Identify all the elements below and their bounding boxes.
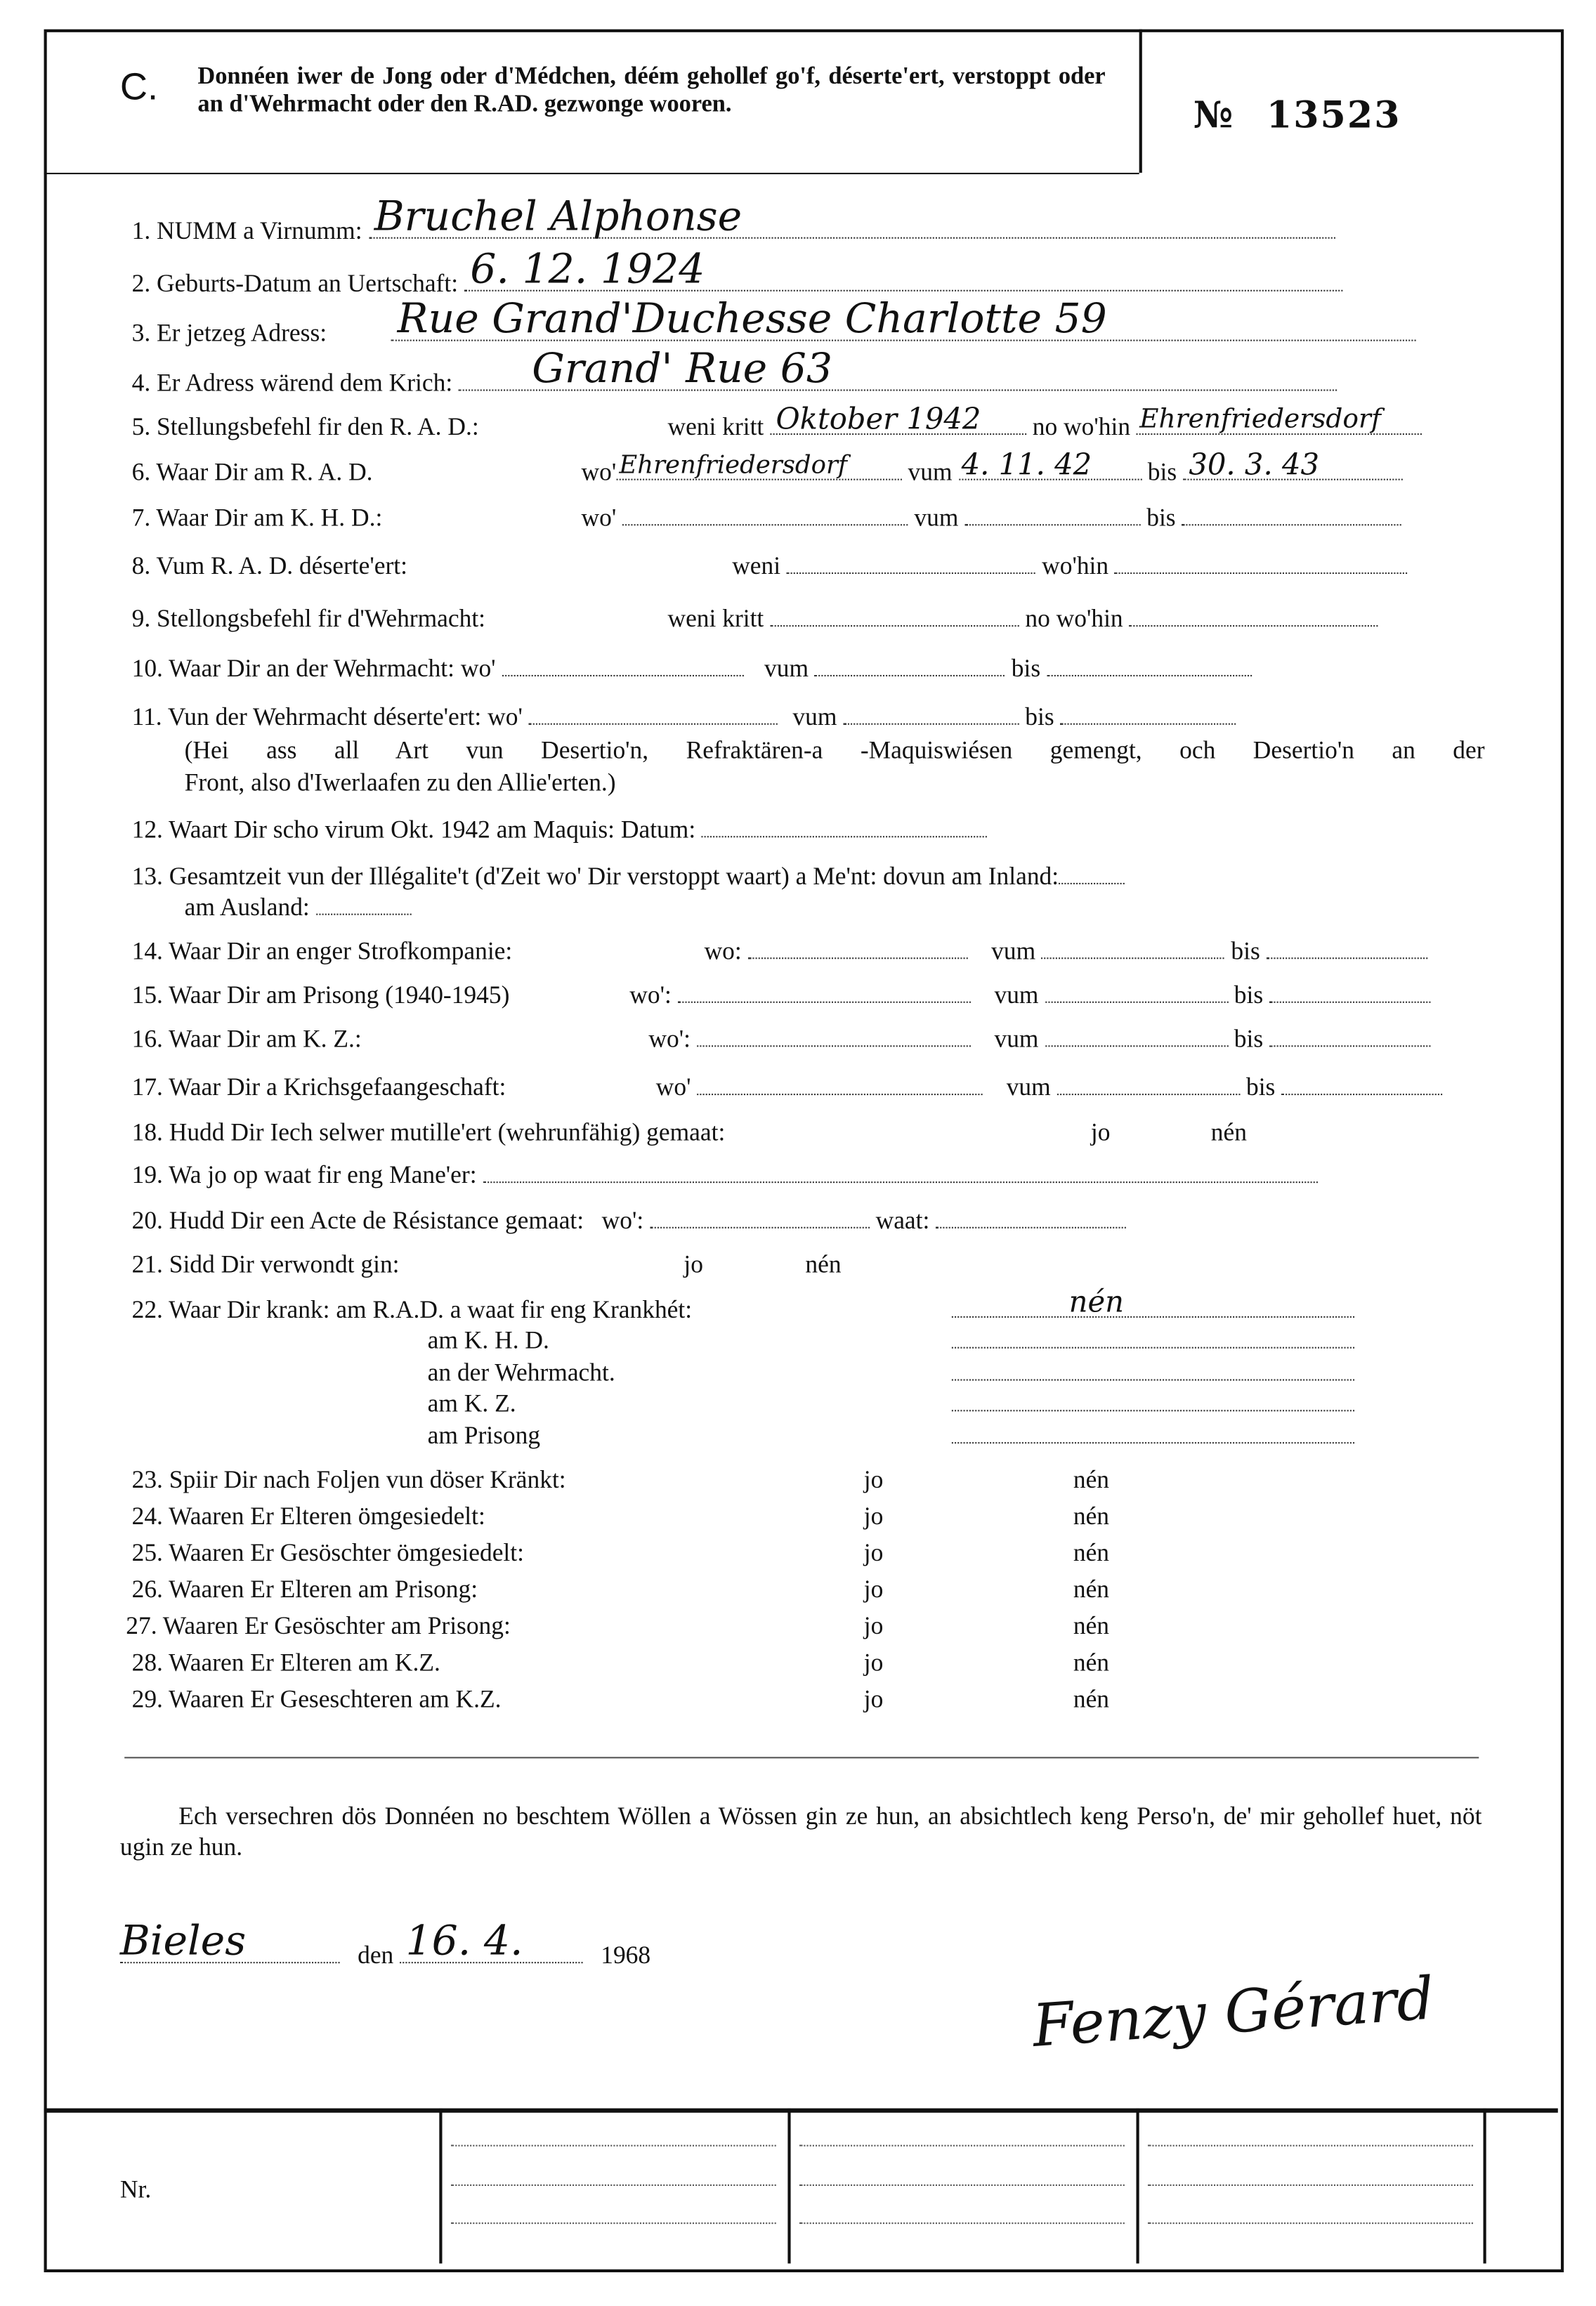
row-num: 5. — [131, 412, 151, 441]
vum-label: vum — [994, 981, 1039, 1009]
birth-field[interactable] — [464, 244, 1343, 293]
row-17-fields — [656, 1073, 1443, 1103]
year-label: 1968 — [601, 1941, 651, 1970]
row-6 — [132, 458, 373, 487]
row-10 — [132, 655, 1252, 684]
row-label: Er jetzeg Adress: — [157, 319, 327, 348]
pow-from-field[interactable] — [1057, 1073, 1241, 1095]
footer-table-top — [44, 2109, 1558, 2113]
row-label: Waar Dir krank: am R.A.D. a waat fir eng Krankhét: — [169, 1295, 693, 1324]
footer-cell[interactable] — [451, 2145, 776, 2147]
row-label: Stellongsbefehl fir d'Wehrmacht: — [157, 604, 486, 633]
ausland-label: am Ausland: — [184, 893, 310, 922]
wehrmacht-dest-field[interactable] — [1130, 605, 1378, 627]
row-num: 24. — [131, 1502, 163, 1531]
number-sign: № — [1193, 93, 1235, 136]
row-num: 21. — [131, 1250, 163, 1278]
row-label: Gesamtzeit vun der Illégalite't (d'Zeit wo' Dir verstoppt waart) a Me'nt: dovun am Inland: — [169, 862, 1059, 891]
nen-option[interactable]: nén — [1073, 1538, 1110, 1567]
wo-label: wo': — [648, 1025, 691, 1053]
row-label: Sidd Dir verwondt gin: — [169, 1250, 400, 1278]
illness-wehrmacht-field[interactable] — [952, 1358, 1354, 1380]
weni-label: weni kritt — [667, 412, 764, 441]
row-13-ausland — [185, 893, 411, 922]
wo-label: wo' — [460, 654, 496, 683]
vum-label: vum — [991, 937, 1036, 965]
wo-label: wo: — [704, 937, 742, 965]
wohin-label: wo'hin — [1042, 551, 1109, 580]
row-label: Wa jo op waat fir eng Mane'er: — [169, 1160, 477, 1189]
footer-cell[interactable] — [451, 2222, 776, 2224]
nen-option[interactable]: nén — [805, 1250, 842, 1278]
inland-field[interactable] — [1059, 863, 1125, 884]
row-label: Waar Dir a Krichsgefaangeschaft: — [169, 1073, 506, 1101]
row-num: 4. — [131, 369, 151, 397]
war-address-field[interactable] — [459, 343, 1337, 393]
row-num: 6. — [131, 458, 151, 487]
footer-cell[interactable] — [451, 2184, 776, 2186]
strof-from-field[interactable] — [1042, 937, 1225, 959]
rad-from-field[interactable] — [958, 446, 1142, 482]
nowohin-label: no wo'hin — [1032, 412, 1131, 441]
illness-prisong-field[interactable] — [952, 1421, 1354, 1443]
row-label: Waaren Er Geseschteren am K.Z. — [169, 1685, 502, 1713]
jo-option[interactable]: jo — [863, 1685, 884, 1713]
row-20 — [132, 1207, 1127, 1236]
pow-to-field[interactable] — [1281, 1073, 1442, 1095]
row-26 — [132, 1575, 478, 1605]
row-29 — [132, 1685, 502, 1715]
footer-cell[interactable] — [1148, 2145, 1473, 2147]
row-label: Waaren Er Elteren am K.Z. — [169, 1649, 440, 1677]
row-label: Hudd Dir Iech selwer mutille'ert (wehrunfähig) gemaat: — [169, 1118, 726, 1147]
wo-label: wo': — [629, 981, 672, 1009]
rad-desert-date-field[interactable] — [787, 552, 1035, 574]
place-date-line — [119, 1916, 651, 1971]
row-num: 8. — [131, 551, 151, 580]
row-label: Waar Dir an enger Strofkompanie: — [169, 937, 513, 965]
prison-place-field[interactable] — [678, 981, 971, 1003]
illness-rad-field[interactable] — [952, 1284, 1354, 1325]
row-11-note: (Hei ass all Art vun Desertio'n, Refraktären-a -Maquiswiésen gemengt, och Desertio'n an der — [184, 736, 1485, 765]
vum-label: vum — [1006, 1073, 1051, 1101]
header-title: Donnéen iwer de Jong oder d'Médchen, déém gehollef go'f, déserte'ert, verstoppt oder an d'Wehrmacht oder den R.AD. gezwonge wooren. — [197, 61, 1106, 117]
maquis-date-field[interactable] — [702, 815, 987, 837]
name-value: Bruchel Alphonse — [374, 192, 743, 240]
row-label: NUMM a Virnumm: — [157, 216, 362, 245]
row-label: Vum R. A. D. déserte'ert: — [156, 551, 407, 580]
wehrmacht-to-field[interactable] — [1047, 655, 1252, 676]
nen-option[interactable]: nén — [1073, 1649, 1110, 1677]
row-num: 18. — [131, 1118, 163, 1147]
row-6-fields — [581, 446, 1403, 487]
jo-option[interactable]: jo — [863, 1465, 884, 1494]
row-num: 13. — [131, 862, 163, 891]
wehrmacht-order-date-field[interactable] — [770, 605, 1019, 627]
date-value: 16. 4. — [405, 1916, 523, 1965]
vum-label: vum — [792, 702, 837, 731]
wehrmacht-from-field[interactable] — [815, 655, 1005, 676]
footer-col-divider — [1136, 2109, 1139, 2264]
waat-label: waat: — [875, 1206, 930, 1235]
section-letter: C. — [119, 64, 159, 109]
row-label: Waaren Er Gesöschter ömgesiedelt: — [169, 1538, 524, 1567]
row-9 — [132, 605, 485, 634]
rad-destination-value: Ehrenfriedersdorf — [1139, 404, 1381, 435]
row-25 — [132, 1539, 524, 1568]
nen-option[interactable]: nén — [1073, 1502, 1110, 1531]
row-label: Waar Dir am K. Z.: — [169, 1025, 362, 1053]
row-23 — [132, 1465, 566, 1495]
bis-label: bis — [1147, 458, 1177, 487]
row-28 — [132, 1649, 440, 1678]
sub-label-kz: am K. Z. — [427, 1389, 516, 1417]
rad-desert-dest-field[interactable] — [1115, 552, 1408, 574]
khd-to-field[interactable] — [1182, 504, 1401, 525]
row-11-note-2: Front, also d'Iwerlaafen zu den Allie'erten.) — [184, 768, 616, 797]
illness-rad-value: nén — [1068, 1284, 1125, 1320]
row-num: 11. — [131, 702, 162, 731]
weni-label: weni kritt — [667, 604, 764, 633]
datum-label: Datum: — [620, 815, 696, 844]
row-17 — [132, 1073, 506, 1103]
rad-order-date-field[interactable] — [770, 401, 1026, 437]
bis-label: bis — [1234, 981, 1264, 1009]
jo-option[interactable]: jo — [863, 1502, 884, 1531]
row-15-fields — [629, 981, 1430, 1011]
illness-kz-field[interactable] — [952, 1389, 1354, 1411]
footer-cell[interactable] — [1148, 2222, 1473, 2224]
row-num: 1. — [131, 216, 151, 245]
row-16-fields — [648, 1025, 1430, 1054]
footer-col-divider — [1483, 2109, 1486, 2264]
strof-to-field[interactable] — [1267, 937, 1427, 959]
row-27 — [126, 1612, 511, 1642]
row-num: 25. — [131, 1538, 163, 1567]
divider — [124, 1757, 1479, 1758]
row-num: 23. — [131, 1465, 163, 1494]
prison-from-field[interactable] — [1045, 981, 1228, 1003]
sub-label-wehrmacht: an der Wehrmacht. — [427, 1358, 615, 1386]
row-9-fields — [667, 605, 1378, 634]
nen-option[interactable]: nén — [1073, 1575, 1110, 1604]
row-num: 15. — [131, 981, 163, 1009]
row-16 — [132, 1025, 362, 1054]
jo-option[interactable]: jo — [863, 1649, 884, 1677]
bis-label: bis — [1146, 504, 1176, 532]
header-divider — [44, 173, 1139, 174]
wo-label: wo' — [488, 702, 523, 731]
rad-order-date-value: Oktober 1942 — [776, 401, 981, 437]
ausland-field[interactable] — [316, 893, 411, 915]
nen-option[interactable]: nén — [1073, 1685, 1110, 1713]
row-11 — [132, 703, 1236, 733]
nen-option[interactable]: nén — [1073, 1465, 1110, 1494]
vum-label: vum — [994, 1025, 1039, 1053]
mutilation-field[interactable] — [483, 1161, 1317, 1183]
row-15 — [132, 981, 510, 1011]
row-18 — [132, 1118, 726, 1148]
date-field[interactable] — [400, 1916, 583, 1965]
strof-place-field[interactable] — [748, 937, 968, 959]
row-label: Geburts-Datum an Uertschaft: — [157, 269, 459, 298]
row-num: 26. — [131, 1575, 163, 1604]
rad-to-value: 30. 3. 43 — [1189, 446, 1320, 482]
den-label: den — [358, 1941, 394, 1970]
place-value: Bieles — [119, 1916, 247, 1965]
rad-to-field[interactable] — [1183, 446, 1403, 482]
row-label: Waar Dir am R. A. D. — [156, 458, 373, 487]
footer-cell[interactable] — [799, 2184, 1125, 2186]
jo-option[interactable]: jo — [863, 1538, 884, 1567]
number-value: 13523 — [1266, 93, 1401, 136]
row-label: Waar Dir am Prisong (1940-1945) — [169, 981, 510, 1009]
row-22 — [132, 1296, 692, 1325]
resistance-what-field[interactable] — [936, 1207, 1126, 1229]
row-label: Waaren Er Elteren am Prisong: — [169, 1575, 478, 1604]
prison-to-field[interactable] — [1269, 981, 1430, 1003]
signature: Fenzy Gérard — [1030, 1965, 1437, 2061]
name-field[interactable] — [368, 192, 1335, 240]
footer-cell[interactable] — [1148, 2184, 1473, 2186]
row-label: Spiir Dir nach Foljen vun döser Kränkt: — [169, 1465, 566, 1494]
row-1 — [131, 192, 1335, 246]
desert-place-field[interactable] — [529, 703, 778, 725]
row-num: 20. — [131, 1206, 163, 1235]
kz-place-field[interactable] — [697, 1025, 971, 1047]
vum-label: vum — [914, 504, 959, 532]
birth-value: 6. 12. 1924 — [470, 244, 705, 293]
footer-nr-label: Nr. — [119, 2175, 152, 2204]
nowohin-label: no wo'hin — [1025, 604, 1123, 633]
row-24 — [132, 1502, 485, 1532]
row-5-fields — [667, 401, 1422, 443]
row-21 — [132, 1250, 400, 1280]
pow-place-field[interactable] — [697, 1073, 982, 1095]
wo-label: wo' — [581, 504, 617, 532]
bis-label: bis — [1245, 1073, 1276, 1101]
row-num: 3. — [131, 319, 151, 348]
row-num: 29. — [131, 1685, 163, 1713]
jo-option[interactable]: jo — [1090, 1118, 1111, 1147]
kz-to-field[interactable] — [1269, 1025, 1430, 1047]
address-value: Rue Grand'Duchesse Charlotte 59 — [397, 294, 1107, 343]
war-address-value: Grand' Rue 63 — [532, 343, 833, 393]
illness-sub-labels — [428, 1325, 615, 1450]
bis-label: bis — [1025, 702, 1054, 731]
footer-cell[interactable] — [799, 2145, 1125, 2147]
row-num: 27. — [126, 1611, 157, 1640]
row-num: 17. — [131, 1073, 163, 1101]
row-num: 2. — [131, 269, 151, 298]
vum-label: vum — [908, 458, 953, 487]
row-num: 9. — [131, 604, 151, 633]
row-label: Er Adress wärend dem Krich: — [157, 369, 453, 397]
rad-destination-field[interactable] — [1137, 404, 1422, 435]
wo-label: wo' — [581, 458, 617, 487]
jo-option[interactable]: jo — [683, 1250, 704, 1278]
wo-label: wo': — [601, 1206, 644, 1235]
row-label: Hudd Dir een Acte de Résistance gemaat: — [169, 1206, 584, 1235]
illness-khd-field[interactable] — [952, 1326, 1354, 1348]
row-num: 7. — [131, 504, 151, 532]
row-7-fields — [582, 504, 1402, 533]
nen-option[interactable]: nén — [1210, 1118, 1247, 1147]
row-label: Vun der Wehrmacht déserte'ert: — [167, 702, 482, 731]
row-label: Waaren Er Gesöschter am Prisong: — [162, 1611, 511, 1640]
row-19 — [132, 1161, 1318, 1191]
footer-col-divider — [787, 2109, 790, 2264]
weni-label: weni — [732, 551, 781, 580]
row-5 — [132, 413, 479, 443]
row-7 — [132, 504, 383, 533]
row-num: 22. — [131, 1295, 163, 1324]
row-num: 12. — [131, 815, 163, 844]
rad-place-value: Ehrenfriedersdorf — [619, 450, 848, 480]
row-4 — [131, 343, 1337, 398]
footer-cell[interactable] — [799, 2222, 1125, 2224]
rad-place-field[interactable] — [616, 450, 901, 480]
row-label: Waar Dir an der Wehrmacht: — [169, 654, 455, 683]
row-12 — [132, 815, 988, 845]
desert-to-field[interactable] — [1060, 703, 1236, 725]
row-label: Waar Dir am K. H. D.: — [156, 504, 383, 532]
row-num: 14. — [131, 937, 163, 965]
bis-label: bis — [1011, 654, 1041, 683]
row-8-fields — [732, 552, 1408, 582]
vum-label: vum — [764, 654, 809, 683]
row-num: 28. — [131, 1649, 163, 1677]
row-14-fields — [705, 937, 1427, 967]
row-num: 10. — [131, 654, 163, 683]
row-num: 19. — [131, 1160, 163, 1189]
jo-option[interactable]: jo — [863, 1611, 884, 1640]
illness-sub-fields — [952, 1325, 1354, 1450]
row-label: Stellungsbefehl fir den R. A. D.: — [157, 412, 479, 441]
row-num: 16. — [131, 1025, 163, 1053]
bis-label: bis — [1234, 1025, 1264, 1053]
place-field[interactable] — [119, 1916, 340, 1965]
kz-from-field[interactable] — [1045, 1025, 1228, 1047]
bis-label: bis — [1231, 937, 1260, 965]
address-field[interactable] — [391, 294, 1416, 343]
row-label: Waart Dir scho virum Okt. 1942 am Maquis: — [169, 815, 615, 844]
jo-option[interactable]: jo — [863, 1575, 884, 1604]
form-number — [1193, 93, 1401, 138]
row-label: Waaren Er Elteren ömgesiedelt: — [169, 1502, 485, 1531]
sub-label-prisong: am Prisong — [427, 1420, 541, 1449]
footer-col-divider — [439, 2109, 442, 2264]
row-8 — [132, 552, 407, 582]
sub-label-khd: am K. H. D. — [427, 1326, 549, 1355]
row-14 — [132, 937, 513, 967]
rad-from-value: 4. 11. 42 — [961, 446, 1092, 482]
declaration: Ech versechren dös Donnéen no beschtem Wöllen a Wössen gin ze hun, an absichtlech keng Perso'n, de' mir gehollef huet, nöt ugin ze hun. — [119, 1802, 1482, 1861]
khd-from-field[interactable] — [964, 504, 1140, 525]
resistance-place-field[interactable] — [650, 1207, 870, 1229]
wo-label: wo' — [655, 1073, 691, 1101]
desert-from-field[interactable] — [843, 703, 1019, 725]
nen-option[interactable]: nén — [1073, 1611, 1110, 1640]
wehrmacht-place-field[interactable] — [502, 655, 743, 676]
khd-place-field[interactable] — [622, 504, 908, 525]
row-13 — [132, 863, 1125, 892]
